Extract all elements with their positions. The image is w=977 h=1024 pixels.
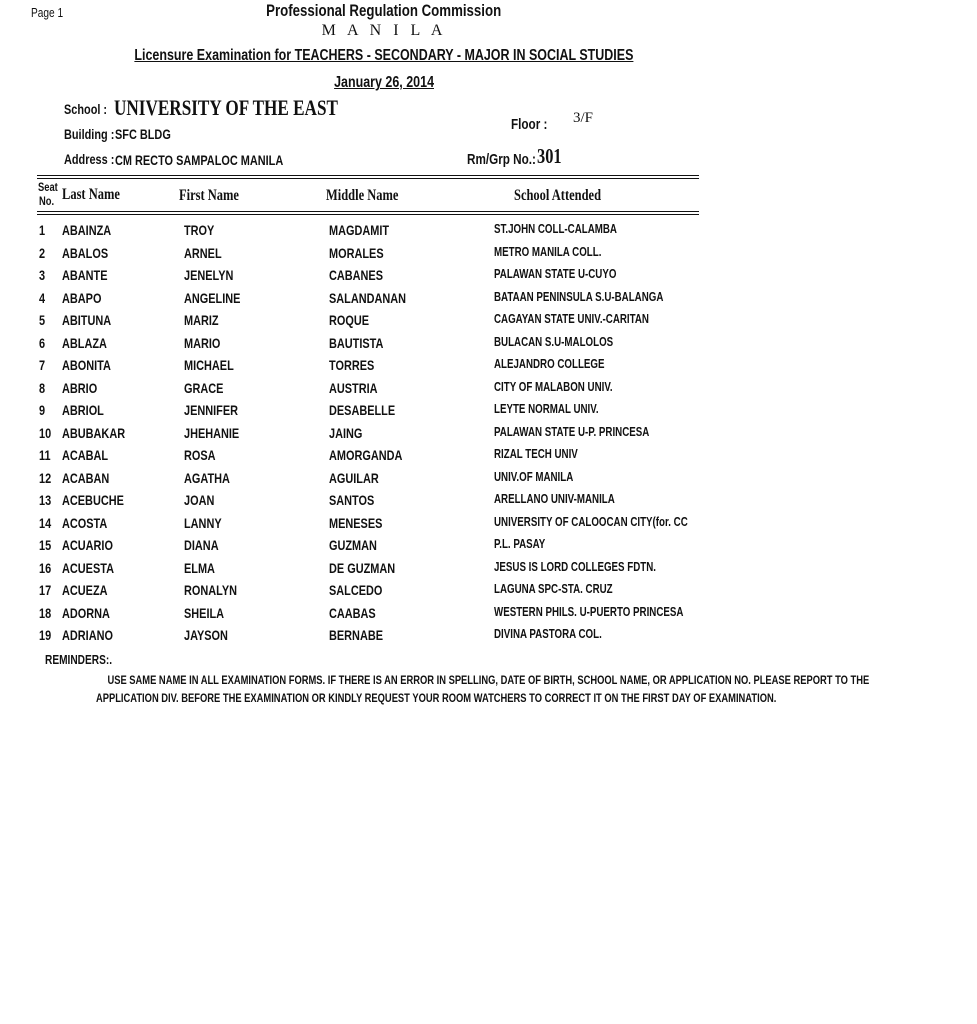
table-row — [0, 222, 768, 244]
school-attended-cell: BATAAN PENINSULA S.U-BALANGA — [494, 289, 664, 304]
table-row — [0, 605, 768, 627]
seat-number-cell: 11 — [39, 447, 51, 463]
seat-number-cell: 1 — [39, 222, 46, 238]
middle-name-cell: SALCEDO — [329, 582, 383, 598]
school-attended-cell: DIVINA PASTORA COL. — [494, 627, 602, 641]
last-name-cell: ABONITA — [62, 357, 111, 373]
first-name-cell: SHEILA — [184, 604, 225, 621]
school-attended-cell: WESTERN PHILS. U-PUERTO PRINCESA — [494, 604, 684, 619]
first-name-cell: MARIZ — [184, 312, 219, 328]
first-name-cell: JHEHANIE — [184, 424, 240, 441]
seat-number-cell: 13 — [39, 492, 52, 508]
seat-number-cell: 17 — [39, 582, 52, 598]
middle-name-cell: CABANES — [329, 267, 384, 283]
seat-number-cell: 6 — [39, 334, 46, 351]
seat-number-cell: 2 — [39, 244, 46, 261]
middle-name-cell: DESABELLE — [329, 402, 396, 418]
last-name-cell: ABUBAKAR — [62, 424, 126, 441]
table-row — [0, 492, 768, 514]
school-attended-cell: CITY OF MALABON UNIV. — [494, 379, 613, 394]
middle-name-cell: TORRES — [329, 357, 375, 373]
middle-name-cell: SANTOS — [329, 492, 375, 508]
seat-number-cell: 5 — [39, 312, 46, 328]
building-value: SFC BLDG — [115, 126, 171, 142]
middle-name-cell: ROQUE — [329, 312, 370, 328]
header-rule-top-2 — [37, 178, 699, 179]
last-name-cell: ADRIANO — [62, 627, 113, 643]
table-row — [0, 290, 768, 312]
reminders-line-2: APPLICATION DIV. BEFORE THE EXAMINATION OR KINDLY REQUEST YOUR ROOM WATCHERS TO CORRECT IT ON THE FIRST DAY OF EXAMINATION. — [95, 691, 777, 705]
col-seat-header: Seat No. — [38, 180, 58, 208]
school-attended-cell: JESUS IS LORD COLLEGES FDTN. — [494, 559, 656, 574]
seat-number-cell: 16 — [39, 559, 52, 576]
last-name-cell: ABALOS — [62, 244, 109, 261]
first-name-cell: JENNIFER — [184, 402, 239, 418]
building-label: Building : — [64, 126, 115, 142]
last-name-cell: ABAPO — [62, 289, 102, 306]
first-name-cell: JENELYN — [184, 267, 234, 283]
reminders-line-1: USE SAME NAME IN ALL EXAMINATION FORMS. IF THERE IS AN ERROR IN SPELLING, DATE OF BIRTH, SCHOOL NAME, OR APPLICATION NO. PLEASE REPORT TO THE — [107, 673, 870, 687]
school-attended-cell: METRO MANILA COLL. — [494, 244, 602, 259]
first-name-cell: JAYSON — [184, 627, 228, 643]
middle-name-cell: CAABAS — [329, 604, 376, 621]
last-name-cell: ABANTE — [62, 267, 108, 283]
last-name-cell: ACUEZA — [62, 582, 108, 598]
seat-number-cell: 9 — [39, 402, 46, 418]
last-name-cell: ACABAN — [62, 469, 110, 486]
first-name-cell: LANNY — [184, 514, 222, 531]
seat-number-cell: 12 — [39, 469, 52, 486]
table-row — [0, 560, 768, 582]
last-name-cell: ACEBUCHE — [62, 492, 124, 508]
school-attended-cell: ST.JOHN COLL-CALAMBA — [494, 222, 617, 236]
seat-number-cell: 18 — [39, 604, 52, 621]
address-label: Address : — [64, 151, 115, 167]
school-value: UNIVERSITY OF THE EAST — [114, 95, 338, 120]
last-name-cell: ACUARIO — [62, 537, 113, 553]
first-name-cell: ARNEL — [184, 244, 222, 261]
school-attended-cell: PALAWAN STATE U-P. PRINCESA — [494, 424, 650, 439]
seat-number-cell: 10 — [39, 424, 52, 441]
city-title: M A N I L A — [321, 22, 447, 39]
seat-number-cell: 15 — [39, 537, 52, 553]
header-rule-bottom-1 — [37, 211, 699, 212]
first-name-cell: GRACE — [184, 379, 224, 396]
middle-name-cell: SALANDANAN — [329, 289, 407, 306]
last-name-cell: ADORNA — [62, 604, 110, 621]
first-name-cell: MARIO — [184, 334, 221, 351]
table-row — [0, 402, 768, 424]
table-row — [0, 425, 768, 447]
seat-number-cell: 19 — [39, 627, 52, 643]
first-name-cell: AGATHA — [184, 469, 230, 486]
school-label: School : — [64, 101, 108, 117]
seat-number-cell: 3 — [39, 267, 46, 283]
school-attended-cell: LAGUNA SPC-STA. CRUZ — [494, 582, 613, 596]
table-row — [0, 312, 768, 334]
school-attended-cell: PALAWAN STATE U-CUYO — [494, 267, 617, 281]
exam-title: Licensure Examination for TEACHERS - SECONDARY - MAJOR IN SOCIAL STUDIES — [134, 47, 634, 64]
address-value: CM RECTO SAMPALOC MANILA — [115, 152, 284, 168]
commission-title: Professional Regulation Commission — [266, 1, 502, 20]
school-attended-cell: UNIVERSITY OF CALOOCAN CITY(for. CC — [494, 514, 688, 529]
last-name-cell: ABLAZA — [62, 334, 107, 351]
seat-number-cell: 4 — [39, 289, 46, 306]
seat-number-cell: 7 — [39, 357, 46, 373]
school-attended-cell: UNIV.OF MANILA — [494, 469, 574, 484]
table-row — [0, 582, 768, 604]
last-name-cell: ABAINZA — [62, 222, 112, 238]
reminders-title: REMINDERS:. — [45, 652, 113, 667]
school-attended-cell: RIZAL TECH UNIV — [494, 447, 578, 461]
seat-number-cell: 8 — [39, 379, 46, 396]
first-name-cell: JOAN — [184, 492, 215, 508]
middle-name-cell: AUSTRIA — [329, 379, 378, 396]
first-name-cell: ANGELINE — [184, 289, 241, 306]
school-attended-cell: ALEJANDRO COLLEGE — [494, 357, 605, 371]
col-middle-name-header: Middle Name — [326, 187, 399, 204]
header-rule-bottom-2 — [37, 214, 699, 215]
first-name-cell: RONALYN — [184, 582, 237, 598]
col-school-header: School Attended — [514, 187, 602, 204]
middle-name-cell: MORALES — [329, 244, 384, 261]
seat-number-cell: 14 — [39, 514, 52, 531]
col-first-name-header: First Name — [179, 187, 239, 204]
table-row — [0, 627, 768, 649]
middle-name-cell: GUZMAN — [329, 537, 377, 553]
floor-label: Floor : — [511, 116, 548, 133]
table-row — [0, 357, 768, 379]
room-value: 301 — [537, 144, 562, 168]
middle-name-cell: BERNABE — [329, 627, 384, 643]
middle-name-cell: AMORGANDA — [329, 447, 403, 463]
middle-name-cell: BAUTISTA — [329, 334, 384, 351]
table-row — [0, 470, 768, 492]
middle-name-cell: MAGDAMIT — [329, 222, 390, 238]
table-row — [0, 267, 768, 289]
table-row — [0, 245, 768, 267]
first-name-cell: MICHAEL — [184, 357, 234, 373]
table-row — [0, 335, 768, 357]
middle-name-cell: JAING — [329, 424, 363, 441]
school-attended-cell: P.L. PASAY — [494, 537, 546, 551]
school-attended-cell: BULACAN S.U-MALOLOS — [494, 334, 614, 349]
col-last-name-header: Last Name — [62, 186, 120, 203]
school-attended-cell: CAGAYAN STATE UNIV.-CARITAN — [494, 312, 649, 326]
table-row — [0, 380, 768, 402]
last-name-cell: ABITUNA — [62, 312, 112, 328]
table-row — [0, 537, 768, 559]
floor-value: 3/F — [573, 110, 594, 126]
first-name-cell: ROSA — [184, 447, 216, 463]
school-attended-cell: LEYTE NORMAL UNIV. — [494, 402, 599, 416]
exam-date: January 26, 2014 — [334, 74, 434, 91]
first-name-cell: DIANA — [184, 537, 219, 553]
middle-name-cell: AGUILAR — [329, 469, 379, 486]
header-rule-top-1 — [37, 175, 699, 176]
last-name-cell: ABRIOL — [62, 402, 104, 418]
middle-name-cell: MENESES — [329, 514, 383, 531]
school-attended-cell: ARELLANO UNIV-MANILA — [494, 492, 615, 506]
last-name-cell: ACABAL — [62, 447, 109, 463]
last-name-cell: ACOSTA — [62, 514, 108, 531]
last-name-cell: ACUESTA — [62, 559, 114, 576]
table-row — [0, 515, 768, 537]
room-label: Rm/Grp No.: — [467, 151, 536, 168]
table-row — [0, 447, 768, 469]
first-name-cell: TROY — [184, 222, 215, 238]
first-name-cell: ELMA — [184, 559, 215, 576]
page-number: Page 1 — [31, 5, 64, 20]
last-name-cell: ABRIO — [62, 379, 98, 396]
middle-name-cell: DE GUZMAN — [329, 559, 396, 576]
